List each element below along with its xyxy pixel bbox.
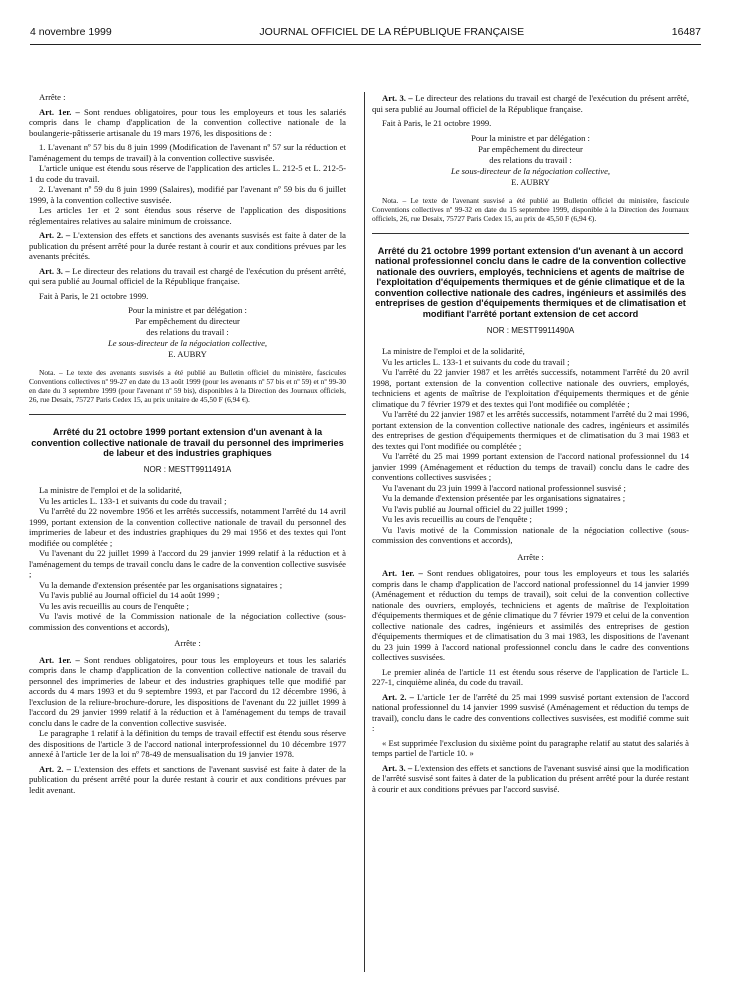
paragraph: Vu les avis recueillis au cours de l'enquête ; <box>382 514 532 525</box>
article-paragraph: Art. 3. – Le directeur des relations du travail est chargé de l'exécution du présent arrêté, qui sera publié au Journal officiel de la République française. <box>372 93 689 114</box>
paragraph: Vu l'arrêté du 22 novembre 1956 et les arrêtés successifs, notamment l'arrêté du 14 avril 1999, portant extension de la convention collective nationale de travail du personnel des imprimeries de labeur et des industries graphiques du 29 mai 1956 et des textes qui l'ont modifiée ou complétée ; <box>29 506 346 548</box>
paragraph: La ministre de l'emploi et de la solidarité, <box>382 346 525 357</box>
paragraph: Les articles 1er et 2 sont étendus sous réserve de l'application des dispositions réglementaires relatives au salaire minimum de croissance. <box>29 205 346 226</box>
nota-note: Nota. – Le texte des avenants susvisés a été publié au Bulletin officiel du ministère, fascicules Conventions collectives nº 99-27 en date du 13 août 1999 (pour les avenants nº 57 bis et nº 59) et nº 99-30 en date du 3 septembre 1999 (pour l'avenant nº 59 bis), disponibles à la Direction des Journaux officiels, 26, rue Desaix, 75727 Paris Cedex 15, au prix unitaire de 45,50 F (6,94 €). <box>29 368 346 404</box>
article-paragraph: Art. 3. – Le directeur des relations du travail est chargé de l'exécution du présent arrêté, qui sera publié au Journal officiel de la République française. <box>29 265 346 286</box>
header-page-number: 16487 <box>671 26 701 38</box>
section-rule <box>372 233 689 234</box>
signatory-name: E. AUBRY <box>511 176 550 187</box>
paragraph: Vu la demande d'extension présentée par les organisations signataires ; <box>382 493 626 504</box>
nota-note: Nota. – Le texte de l'avenant susvisé a été publié au Bulletin officiel du ministère, fascicule Conventions collectives nº 99-32 en date du 15 septembre 1999, disponible à la Direction des Journaux officiels, 26, rue Desaix, 75727 Paris Cedex 15, au prix de 45,50 F (6,94 €). <box>372 195 689 223</box>
paragraph: Vu l'avenant du 22 juillet 1999 à l'accord du 29 janvier 1999 relatif à la réduction et à l'aménagement du temps de travail conclu dans le cadre de la convention collective susvisée ; <box>29 548 346 580</box>
paragraph: L'article unique est étendu sous réserve de l'application des articles L. 212-5 et L. 212-5-1 du code du travail. <box>29 163 346 184</box>
column-divider <box>364 92 365 972</box>
nor-reference: NOR : MESTT9911490A <box>486 325 575 335</box>
page-header <box>30 20 701 45</box>
nor-reference: NOR : MESTT9911491A <box>143 464 232 474</box>
paragraph: Vu l'avis publié au Journal officiel du 14 août 1999 ; <box>39 590 220 601</box>
paragraph: La ministre de l'emploi et de la solidarité, <box>39 485 182 496</box>
arrete-heading: Arrête : <box>39 92 66 102</box>
date-line: Fait à Paris, le 21 octobre 1999. <box>39 290 149 301</box>
article-paragraph: Art. 1er. – Sont rendues obligatoires, pour tous les employeurs et tous les salariés compris dans le champ d'application de la convention collective nationale de travail du personnel des imprimeries de labeur et des industries graphiques telle que modifié par accords du 4 mars 1993 et du 9 septembre 1993, et par l'accord du 12 décembre 1996, à l'exclusion de la reliure-brochure-dorure, les dispositions de l'avenant du 22 juillet 1999 à l'accord du 29 janvier 1999 relatif à la réduction et à l'aménagement du temps de travail conclu dans le cadre de la convention collective susvisée. <box>29 654 346 728</box>
paragraph: Vu l'avis motivé de la Commission nationale de la négociation collective (sous-commission des conventions et accords), <box>29 611 346 632</box>
signature-block: Pour la ministre et par délégation : Par empêchement du directeur des relations du travail : Le sous-directeur de la négociation collective, E. AUBRY <box>372 133 689 188</box>
section-rule <box>29 414 346 415</box>
paragraph: Vu les articles L. 133-1 et suivants du code du travail ; <box>382 356 570 367</box>
paragraph: Vu l'arrêté du 22 janvier 1987 et les arrêtés successifs, notamment l'arrêté du 2 mai 1996, portant extension de la convention collective nationale des cadres, ingénieurs et assimilés des entreprises de gestion d'équipements thermiques et de climatisation du 3 mai 1983 et des textes qui l'ont modifiée ou complétée ; <box>372 409 689 451</box>
signature-block: Pour la ministre et par délégation : Par empêchement du directeur des relations du travail : Le sous-directeur de la négociation collective, E. AUBRY <box>29 305 346 360</box>
decree-title: Arrêté du 21 octobre 1999 portant extension d'un avenant à la convention collective nationale de travail du personnel des imprimeries de labeur et des industries graphiques <box>31 427 344 459</box>
paragraph: Vu l'avis publié au Journal officiel du 22 juillet 1999 ; <box>382 503 568 514</box>
article-paragraph: Art. 1er. – Sont rendues obligatoires, pour tous les employeurs et tous les salariés compris dans le champ d'application de la convention collective nationale de la boulangerie-pâtisserie artisanale du 19 mars 1976, les dispositions de : <box>29 106 346 138</box>
paragraph: Vu l'arrêté du 22 janvier 1987 et les arrêtés successifs, notamment l'arrêté du 20 avril 1998, portant extension de la convention collective nationale des ouvriers, employés, techniciens et agents de maîtrise de l'exploitation d'équipements thermiques et de génie climatique du 7 février 1979 et des textes qui l'ont modifiée ou complétée ; <box>372 367 689 409</box>
left-column <box>29 92 346 795</box>
paragraph: Vu l'arrêté du 25 mai 1999 portant extension de l'accord national professionnel du 14 janvier 1999 (Aménagement et réduction du temps de travail) conclu dans le cadre des conventions collectives susvisées ; <box>372 451 689 483</box>
paragraph: Vu l'avenant du 23 juin 1999 à l'accord national professionnel susvisé ; <box>382 482 626 493</box>
right-column <box>372 93 689 794</box>
paragraph: 2. L'avenant nº 59 du 8 juin 1999 (Salaires), modifié par l'avenant nº 59 bis du 6 juillet 1999, à la convention collective susvisée. <box>29 184 346 205</box>
article-paragraph: Art. 2. – L'article 1er de l'arrêté du 25 mai 1999 susvisé portant extension de l'accord national professionnel du 14 janvier 1999 susvisé (Aménagement et réduction du temps de travail), conclu dans le cadre des conventions collectives susvisées, est modifié comme suit : <box>372 691 689 734</box>
decree-title: Arrêté du 21 octobre 1999 portant extension d'un avenant à un accord national professionnel conclu dans le cadre de la convention collective nationale des ouvriers, employés, techniciens et agents de maîtrise de l'exploitation d'équipements thermiques et de génie climatique et de la convention collective nationale des cadres, ingénieurs et assimilés des entreprises de gestion d'équipements thermiques et de climatisation et modifiant l'arrêté portant extension de cet accord <box>374 245 687 320</box>
header-date: 4 novembre 1999 <box>30 26 112 38</box>
header-journal-title: JOURNAL OFFICIEL DE LA RÉPUBLIQUE FRANÇAISE <box>259 26 525 38</box>
paragraph: Vu la demande d'extension présentée par les organisations signataires ; <box>39 579 283 590</box>
paragraph: Le paragraphe 1 relatif à la définition du temps de travail effectif est étendu sous réserve des dispositions de l'article 3 de l'accord national interprofessionnel du 10 décembre 1977 annexé à l'article 1er de la loi nº 78-49 de mensualisation du 19 janvier 1978. <box>29 728 346 760</box>
arrete-heading: Arrête : <box>174 638 201 649</box>
date-line: Fait à Paris, le 21 octobre 1999. <box>382 118 492 128</box>
article-paragraph: Art. 2. – L'extension des effets et sanctions des avenants susvisés est faite à dater de la publication du présent arrêté pour la durée restant à courir et aux conditions prévues par les avenants précités. <box>29 230 347 261</box>
paragraph: Vu les articles L. 133-1 et suivants du code du travail ; <box>39 495 227 506</box>
signatory-name: E. AUBRY <box>168 349 207 359</box>
article-paragraph: Art. 2. – L'extension des effets et sanctions de l'avenant susvisé est faite à dater de la publication du présent arrêté pour la durée restant à courir et aux conditions prévues par ledit avenant. <box>29 763 346 795</box>
paragraph: Vu les avis recueillis au cours de l'enquête ; <box>39 600 189 611</box>
paragraph: 1. L'avenant nº 57 bis du 8 juin 1999 (Modification de l'avenant nº 57 sur la réduction et l'aménagement du temps de travail) à la convention collective susvisée. <box>29 142 346 163</box>
paragraph: Vu l'avis motivé de la Commission nationale de la négociation collective (sous-commission des conventions et accords), <box>372 524 689 546</box>
paragraph: Le premier alinéa de l'article 11 est étendu sous réserve de l'application de l'article L. 227-1, cinquième alinéa, du code du travail. <box>372 666 689 688</box>
quoted-paragraph: « Est supprimée l'exclusion du sixième point du paragraphe relatif au statut des salariés à temps partiel de l'article 10. » <box>372 737 689 759</box>
arrete-heading: Arrête : <box>517 551 544 562</box>
article-paragraph: Art. 3. – L'extension des effets et sanctions de l'avenant susvisé ainsi que la modification de l'arrêté susvisé sont faites à dater de la publication du présent arrêté pour la durée restant à courir et aux conditions prévues par l'accord susvisé. <box>372 762 689 794</box>
article-paragraph: Art. 1er. – Sont rendues obligatoires, pour tous les employeurs et tous les salariés compris dans le champ d'application de l'accord national professionnel du 14 janvier 1999 (Aménagement et réduction du temps de travail), soit celui de la convention collective nationale des ouvriers, employés, techniciens et agents de maîtrise de l'exploitation d'équipements thermiques et de génie climatique du 7 février 1979 et celui de la convention collective nationale des cadres, ingénieurs et assimilés des entreprises de gestion d'équipements thermiques et de climatisation du 3 mai 1983, les dispositions de l'avenant du 23 juin 1999 à l'accord national professionnel conclu dans le cadre des conventions collectives susvisées. <box>372 568 689 663</box>
